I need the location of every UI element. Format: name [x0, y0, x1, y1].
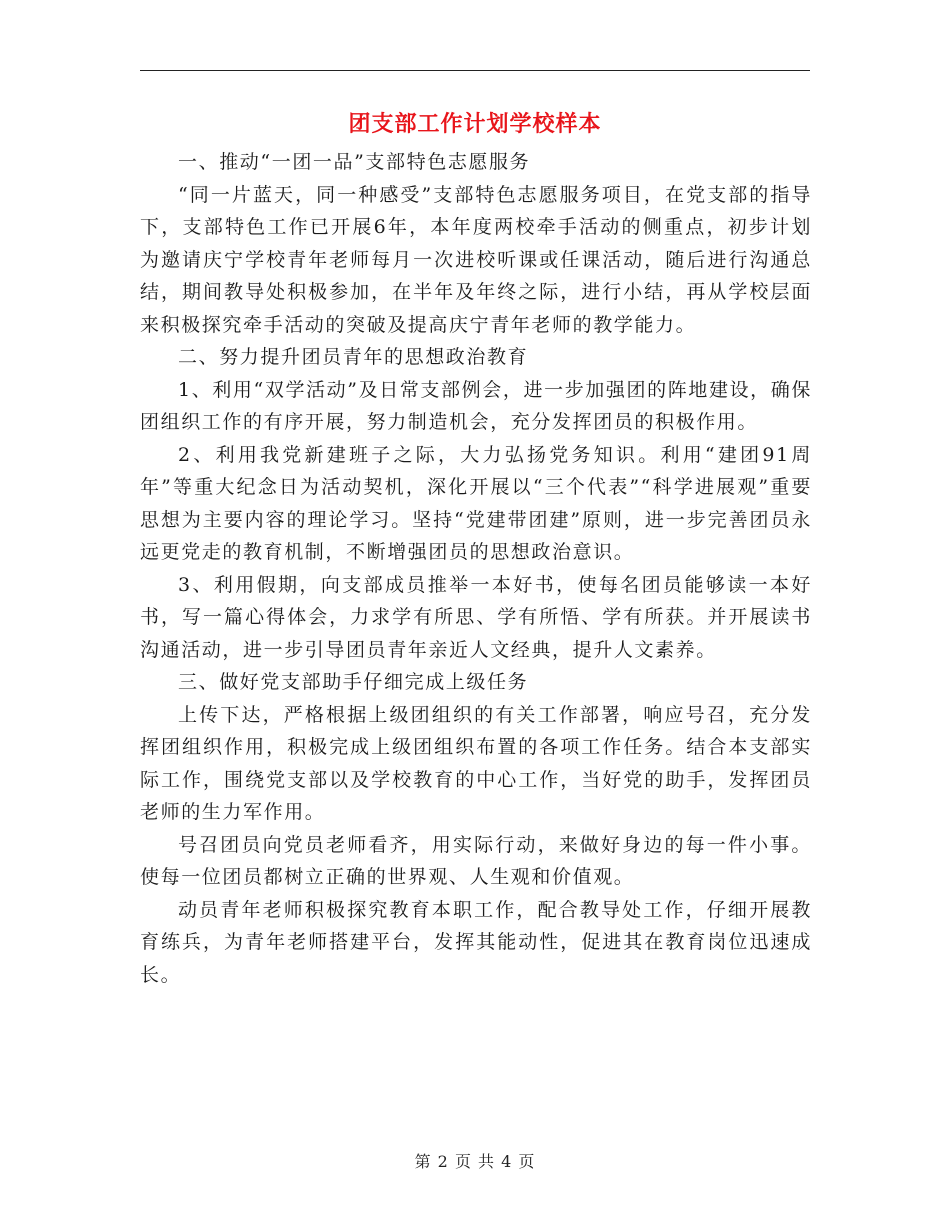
- section-heading-1: 一、推动“一团一品”支部特色志愿服务: [178, 151, 531, 173]
- header-rule: [140, 70, 810, 71]
- section-heading-2: 二、努力提升团员青年的思想政治教育: [178, 346, 529, 368]
- page-prefix: 第: [414, 1152, 432, 1171]
- page-footer: [0, 1150, 950, 1174]
- document-body: [140, 146, 812, 991]
- body-paragraph: 3、利用假期，向支部成员推举一本好书，使每名团员能够读一本好书，写一篇心得体会，力求学有所思、学有所悟、学有所获。并开展读书沟通活动，进一步引导团员青年亲近人文经典，提升人文素养。: [140, 573, 812, 661]
- body-paragraph: 号召团员向党员老师看齐，用实际行动，来做好身边的每一件小事。使每一位团员都树立正确的世界观、人生观和价值观。: [140, 833, 812, 888]
- body-paragraph: 1、利用“双学活动”及日常支部例会，进一步加强团的阵地建设，确保团组织工作的有序开展，努力制造机会，充分发挥团员的积极作用。: [140, 378, 812, 433]
- total-pages: 4: [501, 1152, 513, 1171]
- body-paragraph: “同一片蓝天，同一种感受”支部特色志愿服务项目，在党支部的指导下，支部特色工作已开展6年，本年度两校牵手活动的侧重点，初步计划为邀请庆宁学校青年老师每月一次进校听课或任课活动，随后进行沟通总结，期间教导处积极参加，在半年及年终之际，进行小结，再从学校层面来积极探究牵手活动的突破及提高庆宁青年老师的教学能力。: [140, 183, 812, 336]
- page-suffix: 页: [518, 1152, 536, 1171]
- document-title: 团支部工作计划学校样本: [348, 112, 602, 137]
- page-number: 2: [437, 1152, 449, 1171]
- body-paragraph: 2、利用我党新建班子之际，大力弘扬党务知识。利用“建团91周年”等重大纪念日为活动契机，深化开展以“三个代表”“科学进展观”重要思想为主要内容的理论学习。坚持“党建带团建”原则，进一步完善团员永远更党走的教育机制，不断增强团员的思想政治意识。: [140, 443, 812, 563]
- page-middle: 页 共: [454, 1152, 496, 1171]
- body-paragraph: 上传下达，严格根据上级团组织的有关工作部署，响应号召，充分发挥团组织作用，积极完成上级团组织布置的各项工作任务。结合本支部实际工作，围绕党支部以及学校教育的中心工作，当好党的助手，发挥团员老师的生力军作用。: [140, 703, 812, 823]
- section-heading-3: 三、做好党支部助手仔细完成上级任务: [178, 671, 529, 693]
- body-paragraph: 动员青年老师积极探究教育本职工作，配合教导处工作，仔细开展教育练兵，为青年老师搭建平台，发挥其能动性，促进其在教育岗位迅速成长。: [140, 898, 812, 986]
